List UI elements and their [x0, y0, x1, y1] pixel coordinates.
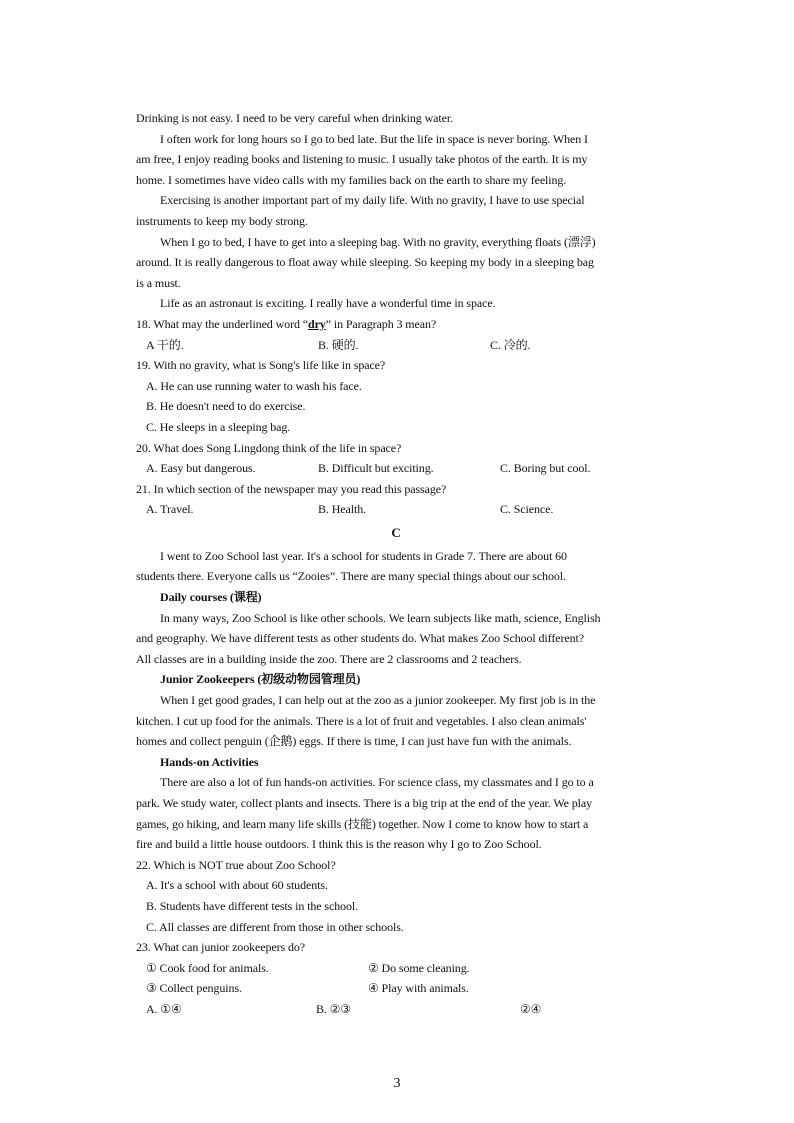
passage-line: around. It is really dangerous to float away while sleeping. So keeping my body in a sleeping bag: [136, 255, 594, 270]
passage-line: I went to Zoo School last year. It's a school for students in Grade 7. There are about 60: [160, 548, 567, 563]
question-20-options: [136, 458, 656, 479]
option-c: ②④: [520, 1001, 542, 1016]
option-a: A 干的.: [146, 337, 184, 352]
option-b: B. He doesn't need to do exercise.: [146, 399, 306, 414]
option-c: C. He sleeps in a sleeping bag.: [146, 419, 291, 434]
item-4: ④ Play with animals.: [368, 981, 469, 996]
question-21-options: [136, 499, 656, 520]
item-1: ① Cook food for animals.: [146, 960, 269, 975]
page-number: 3: [393, 1076, 401, 1091]
passage-line: games, go hiking, and learn many life skills (技能) together. Now I come to know how to start a: [136, 816, 589, 831]
option-b: B. Difficult but exciting.: [318, 461, 434, 476]
option-c: C. All classes are different from those in other schools.: [146, 919, 404, 934]
option-a: A. Easy but dangerous.: [146, 461, 256, 476]
passage-line: In many ways, Zoo School is like other schools. We learn subjects like math, science, English: [160, 610, 601, 625]
item-3: ③ Collect penguins.: [146, 981, 242, 996]
subheading-daily-courses: Daily courses (课程): [160, 590, 262, 605]
option-a: A. It's a school with about 60 students.: [146, 878, 328, 893]
passage-line: am free, I enjoy reading books and listening to music. I usually take photos of the earth. It is my: [136, 152, 588, 167]
question-20-stem: 20. What does Song Lingdong think of the life in space?: [136, 440, 402, 455]
question-18-options: [136, 335, 656, 356]
option-c: C. 冷的.: [490, 337, 531, 352]
item-2: ② Do some cleaning.: [368, 960, 470, 975]
subheading-hands-on: Hands-on Activities: [160, 754, 259, 769]
passage-line: and geography. We have different tests as other students do. What makes Zoo School different?: [136, 631, 584, 646]
underlined-word: dry: [308, 316, 326, 331]
passage-line: When I get good grades, I can help out at the zoo as a junior zookeeper. My first job is in the: [160, 693, 596, 708]
passage-line: fire and build a little house outdoors. I think this is the reason why I go to Zoo School.: [136, 837, 542, 852]
passage-line: instruments to keep my body strong.: [136, 213, 308, 228]
passage-line: home. I sometimes have video calls with my families back on the earth to share my feeling.: [136, 172, 567, 187]
passage-line: Life as an astronaut is exciting. I really have a wonderful time in space.: [160, 296, 496, 311]
option-b: B. Health.: [318, 502, 366, 517]
passage-line: students there. Everyone calls us “Zooies”. There are many special things about our school.: [136, 569, 566, 584]
passage-line: There are also a lot of fun hands-on activities. For science class, my classmates and I go to a: [160, 775, 594, 790]
passage-line: park. We study water, collect plants and insects. There is a big trip at the end of the year. We play: [136, 796, 593, 810]
question-22-stem: 22. Which is NOT true about Zoo School?: [136, 857, 336, 872]
exam-page: [136, 108, 656, 1020]
section-heading: C: [391, 524, 401, 540]
passage-line: All classes are in a building inside the zoo. There are 2 classrooms and 2 teachers.: [136, 651, 522, 666]
option-a: A. He can use running water to wash his face.: [146, 378, 362, 393]
option-b: B. Students have different tests in the school.: [146, 898, 359, 913]
option-a: A. Travel.: [146, 502, 194, 517]
subheading-junior-zookeepers: Junior Zookeepers (初级动物园管理员): [160, 672, 361, 687]
question-23-stem: 23. What can junior zookeepers do?: [136, 940, 305, 955]
question-21-stem: 21. In which section of the newspaper may you read this passage?: [136, 481, 447, 496]
question-23-items: [136, 978, 656, 999]
option-b: B. ②③: [316, 1001, 352, 1016]
passage-line: kitchen. I cut up food for the animals. There is a lot of fruit and vegetables. I also clean animals': [136, 713, 587, 728]
question-18-stem: 18. What may the underlined word “dry” in Paragraph 3 mean?: [136, 316, 437, 331]
passage-line: homes and collect penguin (企鹅) eggs. If there is time, I can just have fun with the animals.: [136, 734, 572, 749]
passage-line: Drinking is not easy. I need to be very careful when drinking water.: [136, 111, 453, 125]
option-b: B. 硬的.: [318, 337, 359, 352]
option-a: A. ①④: [146, 1001, 182, 1016]
option-c: C. Boring but cool.: [500, 461, 591, 476]
passage-line: Exercising is another important part of my daily life. With no gravity, I have to use special: [160, 193, 585, 208]
passage-line: When I go to bed, I have to get into a sleeping bag. With no gravity, everything floats (漂浮): [160, 234, 596, 249]
passage-line: I often work for long hours so I go to bed late. But the life in space is never boring. When I: [160, 131, 588, 146]
question-23-options: [136, 999, 656, 1020]
option-c: C. Science.: [500, 502, 554, 517]
passage-line: is a must.: [136, 275, 181, 290]
question-23-items: [136, 958, 656, 979]
question-19-stem: 19. With no gravity, what is Song's life like in space?: [136, 358, 386, 373]
